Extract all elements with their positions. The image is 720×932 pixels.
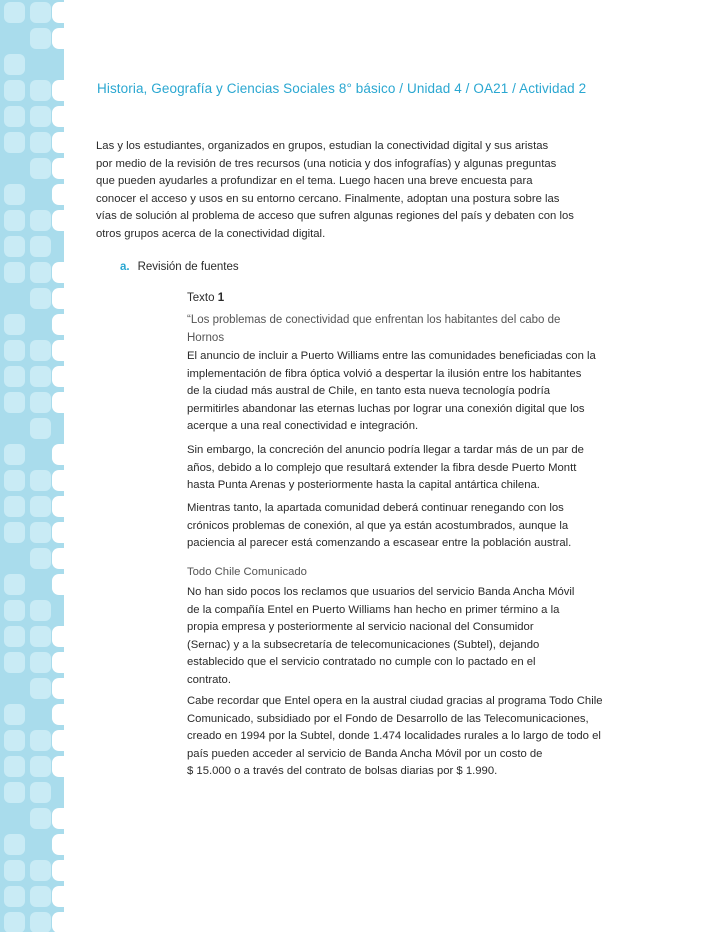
pattern-square	[30, 522, 51, 543]
pattern-tab	[52, 522, 64, 543]
text-line: Hornos	[187, 331, 225, 344]
pattern-tab	[52, 28, 64, 49]
text-label-number: 1	[217, 292, 225, 304]
text-line: hasta Punta Arenas y posteriormente hasta la capital antártica chilena.	[187, 479, 540, 491]
pattern-square	[4, 132, 25, 153]
pattern-square	[4, 600, 25, 621]
text-label-word: Texto	[187, 292, 215, 304]
intro-paragraph	[96, 138, 574, 243]
pattern-square	[30, 626, 51, 647]
pattern-tab	[52, 678, 64, 699]
pattern-square	[30, 158, 51, 179]
pattern-tab	[52, 886, 64, 907]
pattern-tab	[52, 444, 64, 465]
pattern-square	[4, 860, 25, 881]
pattern-square	[4, 340, 25, 361]
pattern-square	[30, 262, 51, 283]
pattern-tab	[52, 652, 64, 673]
pattern-square	[4, 626, 25, 647]
pattern-tab	[52, 340, 64, 361]
pattern-square	[30, 730, 51, 751]
pattern-square	[30, 860, 51, 881]
pattern-tab	[52, 808, 64, 829]
pattern-tab	[52, 756, 64, 777]
pattern-square	[4, 80, 25, 101]
text-line: propia empresa y posteriormente al servicio nacional del Consumidor	[187, 621, 534, 633]
text-line: Comunicado, subsidiado por el Fondo de Desarrollo de las Telecomunicaciones,	[187, 712, 589, 725]
pattern-tab	[52, 860, 64, 881]
pattern-square	[4, 522, 25, 543]
pattern-square	[4, 106, 25, 127]
pattern-square	[4, 704, 25, 725]
article-headline	[187, 312, 560, 347]
pattern-tab	[52, 132, 64, 153]
pattern-square	[4, 782, 25, 803]
pattern-tab	[52, 80, 64, 101]
pattern-tab	[52, 496, 64, 517]
text-line: establecido que el servicio contratado no cumple con lo pactado en el	[187, 656, 536, 668]
pattern-tab	[52, 366, 64, 387]
text-line: por medio de la revisión de tres recursos (una noticia y dos infografías) y algunas preguntas	[96, 157, 557, 170]
text-line: paciencia al parecer está comenzando a escasear entre la población austral.	[187, 537, 572, 549]
pattern-square	[30, 808, 51, 829]
pattern-tab	[52, 626, 64, 647]
pattern-square	[4, 210, 25, 231]
pattern-square	[30, 470, 51, 491]
pattern-tab	[52, 314, 64, 335]
pattern-square	[4, 184, 25, 205]
text-line: permitirles abandonar las eternas luchas por lograr una conexión digital que los	[187, 402, 585, 415]
pattern-square	[30, 210, 51, 231]
article-paragraph-1	[187, 348, 596, 436]
pattern-tab	[52, 730, 64, 751]
pattern-square	[4, 912, 25, 932]
pattern-square	[4, 392, 25, 413]
text-label	[187, 292, 224, 304]
pattern-square	[30, 106, 51, 127]
text-line: contrato.	[187, 673, 231, 686]
pattern-square	[30, 80, 51, 101]
pattern-square	[4, 756, 25, 777]
text-line: El anuncio de incluir a Puerto Williams entre las comunidades beneficiadas con la	[187, 350, 596, 362]
pattern-tab	[52, 392, 64, 413]
text-line: vías de solución al problema de acceso que sufren algunas regiones del país y debaten con los	[96, 210, 574, 222]
pattern-square	[4, 262, 25, 283]
decorative-side-strip	[0, 0, 64, 932]
article-paragraph-5	[187, 693, 603, 781]
pattern-square	[30, 418, 51, 439]
text-line: implementación de fibra óptica volvió a despertar la ilusión entre los habitantes	[187, 367, 582, 380]
pattern-tab	[52, 262, 64, 283]
pattern-square	[4, 444, 25, 465]
pattern-tab	[52, 704, 64, 725]
pattern-square	[30, 496, 51, 517]
pattern-square	[30, 548, 51, 569]
section-letter: a.	[120, 261, 130, 273]
text-line: creado en 1994 por la Subtel, donde 1.474 localidades rurales a lo largo de todo el	[187, 730, 601, 742]
pattern-tab	[52, 2, 64, 23]
pattern-tab	[52, 210, 64, 231]
text-line: país pueden acceder al servicio de Banda Ancha Móvil por un costo de	[187, 747, 543, 760]
pattern-square	[4, 470, 25, 491]
pattern-tab	[52, 158, 64, 179]
pattern-tab	[52, 106, 64, 127]
text-line: que pueden ayudarles a profundizar en el tema. Luego hacen una breve encuesta para	[96, 175, 533, 187]
pattern-square	[30, 782, 51, 803]
text-line: Las y los estudiantes, organizados en grupos, estudian la conectividad digital y sus aristas	[96, 140, 549, 152]
pattern-tab	[52, 548, 64, 569]
text-line: otros grupos acerca de la conectividad digital.	[96, 227, 326, 240]
pattern-square	[30, 28, 51, 49]
pattern-square	[30, 340, 51, 361]
text-line: Cabe recordar que Entel opera en la austral ciudad gracias al programa Todo Chile	[187, 695, 603, 707]
pattern-tab	[52, 834, 64, 855]
pattern-tab	[52, 574, 64, 595]
pattern-square	[4, 834, 25, 855]
pattern-square	[30, 366, 51, 387]
text-line: conocer el acceso y usos en su entorno cercano. Finalmente, adoptan una postura sobre las	[96, 192, 560, 205]
section-heading	[120, 261, 239, 273]
text-line: de la compañía Entel en Puerto Williams han hecho en primer término a la	[187, 603, 560, 616]
text-line: No han sido pocos los reclamos que usuarios del servicio Banda Ancha Móvil	[187, 586, 575, 598]
pattern-square	[4, 886, 25, 907]
pattern-square	[4, 314, 25, 335]
pattern-square	[4, 574, 25, 595]
text-line: crónicos problemas de conexión, al que ya están acostumbrados, aunque la	[187, 519, 569, 532]
article-paragraph-4	[187, 584, 574, 689]
text-line: Mientras tanto, la apartada comunidad deberá continuar renegando con los	[187, 502, 564, 514]
pattern-square	[4, 366, 25, 387]
section-label: Revisión de fuentes	[137, 261, 239, 273]
pattern-square	[4, 54, 25, 75]
pattern-square	[30, 912, 51, 932]
pattern-square	[30, 132, 51, 153]
pattern-square	[4, 2, 25, 23]
pattern-square	[30, 652, 51, 673]
pattern-square	[30, 678, 51, 699]
pattern-tab	[52, 470, 64, 491]
pattern-square	[30, 600, 51, 621]
pattern-square	[30, 886, 51, 907]
pattern-square	[30, 756, 51, 777]
text-line: “Los problemas de conectividad que enfrentan los habitantes del cabo de	[187, 314, 561, 326]
text-line: (Sernac) y a la subsecretaría de telecomunicaciones (Subtel), dejando	[187, 638, 540, 651]
text-line: $ 15.000 o a través del contrato de bolsas diarias por $ 1.990.	[187, 765, 498, 777]
article-paragraph-2	[187, 442, 584, 495]
pattern-square	[4, 496, 25, 517]
pattern-square	[30, 236, 51, 257]
pattern-square	[30, 288, 51, 309]
text-line: acerque a una real conectividad e integración.	[187, 420, 419, 432]
article-subheading: Todo Chile Comunicado	[187, 566, 307, 578]
page-title: Historia, Geografía y Ciencias Sociales 8° básico / Unidad 4 / OA21 / Actividad 2	[97, 81, 587, 96]
pattern-square	[30, 392, 51, 413]
text-line: de la ciudad más austral de Chile, en tanto esta nueva tecnología podría	[187, 385, 550, 397]
pattern-tab	[52, 912, 64, 932]
text-line: Sin embargo, la concreción del anuncio podría llegar a tardar más de un par de	[187, 444, 584, 456]
article-paragraph-3	[187, 500, 571, 553]
pattern-square	[30, 2, 51, 23]
pattern-tab	[52, 288, 64, 309]
text-line: años, debido a lo complejo que resultará extender la fibra desde Puerto Montt	[187, 461, 577, 474]
pattern-square	[4, 652, 25, 673]
pattern-square	[4, 730, 25, 751]
pattern-tab	[52, 184, 64, 205]
pattern-square	[4, 236, 25, 257]
